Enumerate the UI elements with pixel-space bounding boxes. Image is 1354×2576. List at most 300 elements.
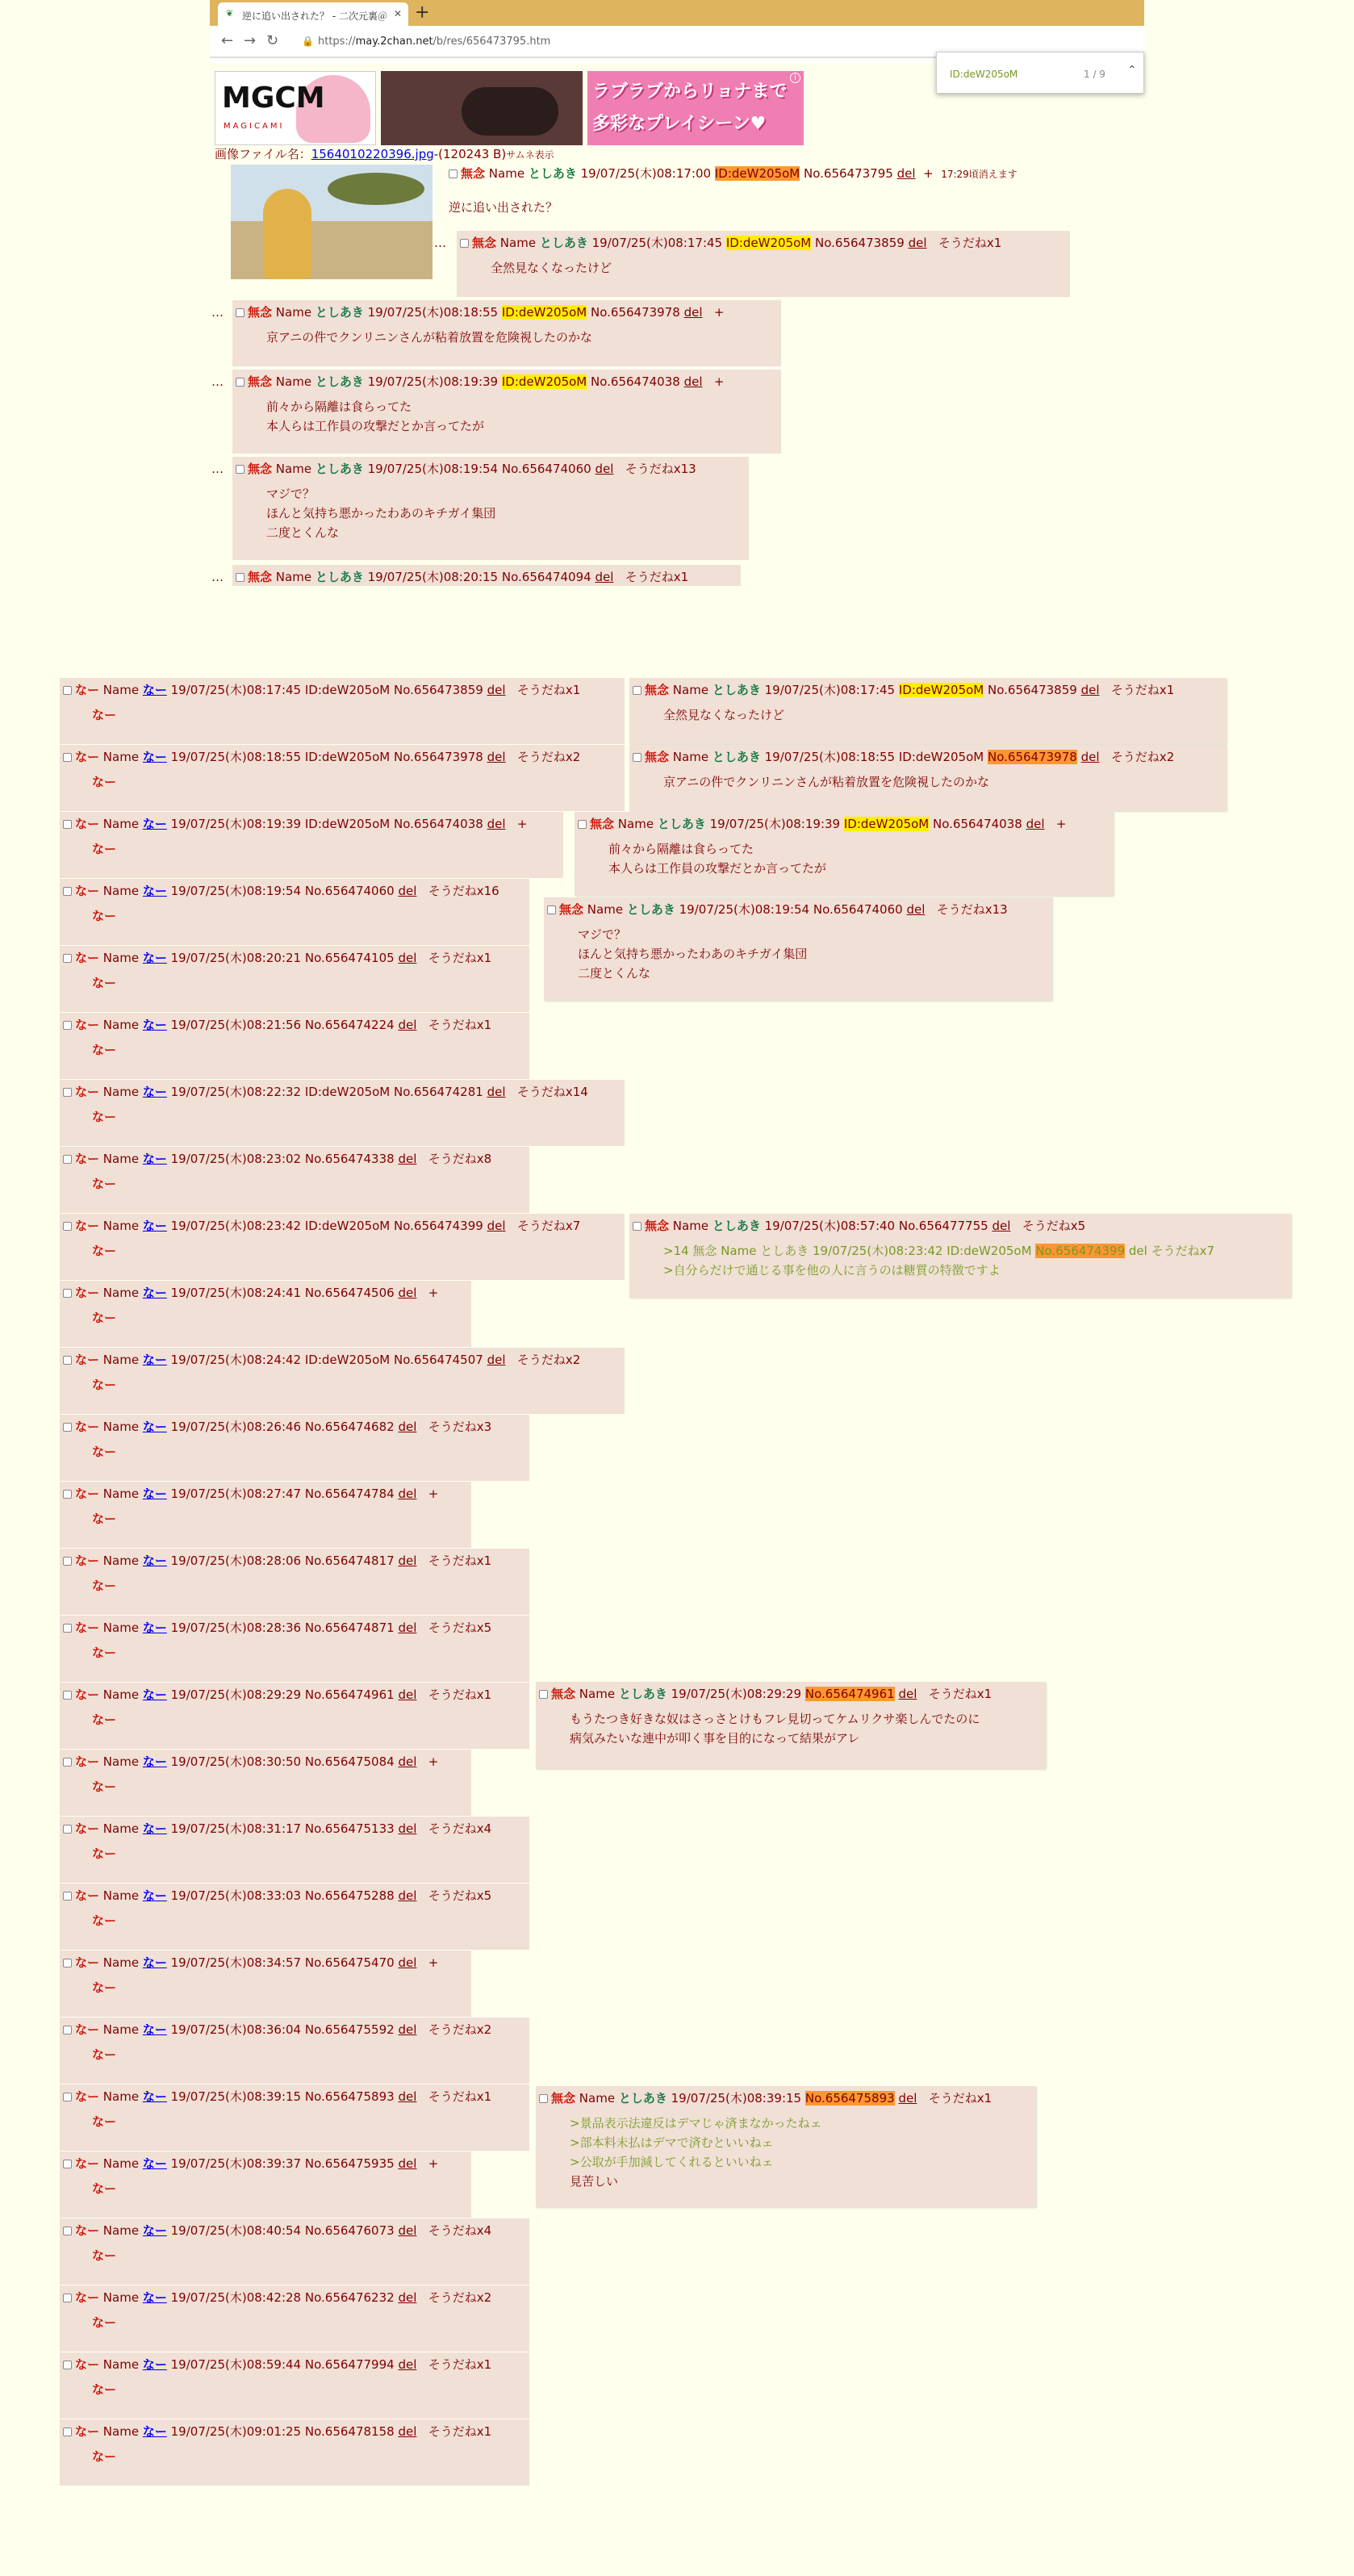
sodane-button[interactable]: そうだねx13 — [936, 902, 1008, 917]
del-link[interactable]: del — [398, 1687, 417, 1702]
del-link[interactable]: del — [898, 2091, 917, 2106]
quote-popup — [629, 678, 1227, 744]
post-no[interactable]: No.656473859 — [815, 236, 905, 250]
post-no[interactable]: No.656473978 — [394, 750, 483, 764]
banner-figure — [462, 87, 558, 136]
sodane-button[interactable]: そうだねx13 — [625, 462, 696, 476]
checkbox-icon[interactable] — [63, 1155, 72, 1164]
sodane-button[interactable]: そうだねx2 — [516, 750, 581, 764]
post-no[interactable]: No.656474038 — [394, 817, 483, 831]
sodane-button[interactable]: + — [516, 817, 528, 831]
post-header — [63, 817, 527, 831]
checkbox-icon[interactable] — [236, 378, 244, 387]
post-datetime: 19/07/25(木)08:28:06 — [170, 1554, 302, 1568]
del-link[interactable]: del — [398, 2156, 417, 2171]
sodane-button[interactable]: + — [923, 166, 934, 181]
poster-name: としあき — [539, 236, 588, 250]
post-no[interactable]: No.656474060 — [813, 902, 903, 917]
list-body: なー — [92, 1512, 117, 1526]
list-post — [60, 1482, 471, 1548]
del-link[interactable]: del — [595, 570, 614, 584]
poster-name[interactable]: なー — [142, 2290, 167, 2305]
sodane-button[interactable]: + — [428, 1487, 439, 1501]
post-no[interactable]: No.656477994 — [304, 2357, 395, 2372]
post-header — [63, 1754, 438, 1769]
reply-dots[interactable]: … — [211, 374, 224, 389]
post-datetime: 19/07/25(木)08:19:39 — [367, 374, 499, 389]
post-no[interactable]: No.656476232 — [304, 2290, 395, 2305]
name-label: Name — [102, 1219, 140, 1233]
sodane-button[interactable]: + — [428, 1955, 439, 1970]
popup-body-line: 前々から隔離は食らってた — [608, 842, 754, 856]
post-datetime: 19/07/25(木)08:19:39 — [170, 817, 302, 831]
poster-name[interactable]: なー — [142, 2156, 167, 2171]
quote-popup — [575, 812, 1114, 896]
checkbox-icon[interactable] — [236, 308, 244, 317]
sodane-button[interactable]: そうだねx1 — [928, 1687, 993, 1701]
del-link[interactable]: del — [487, 683, 506, 697]
poster-name[interactable]: なー — [142, 1955, 167, 1970]
name-label: Name — [102, 1018, 140, 1032]
post-no[interactable]: No.656475592 — [304, 2022, 395, 2037]
post-no[interactable]: No.656474060 — [304, 884, 395, 898]
sodane-button[interactable]: + — [1055, 817, 1067, 831]
checkbox-icon[interactable] — [63, 686, 72, 695]
post-header — [633, 683, 1174, 697]
del-link[interactable]: del — [487, 1353, 506, 1367]
checkbox-icon[interactable] — [578, 820, 587, 829]
post-no[interactable]: No.656474817 — [304, 1554, 395, 1568]
poster-name: としあき — [657, 817, 706, 831]
popup-body-line: もうたつき好きな奴はさっさとけもフレ見切ってケムリクサ楽しんでたのに — [570, 1712, 980, 1726]
list-body: なー — [92, 708, 117, 722]
thumb-toggle[interactable]: サムネ表示 — [506, 149, 554, 161]
del-link[interactable]: del — [398, 1620, 417, 1635]
post-subject: なー — [75, 2357, 100, 2372]
del-link[interactable]: del — [398, 1018, 417, 1032]
post-no[interactable]: No.656473978 — [988, 750, 1077, 764]
poster-name[interactable]: なー — [142, 1620, 167, 1635]
checkbox-icon[interactable] — [63, 1423, 72, 1432]
reply-dots[interactable]: … — [211, 570, 224, 584]
post-datetime: 19/07/25(木)08:59:44 — [170, 2357, 302, 2372]
checkbox-icon[interactable] — [449, 169, 458, 178]
sodane-button[interactable]: そうだねx1 — [928, 2091, 993, 2106]
del-link[interactable]: del — [398, 2022, 417, 2037]
sodane-button[interactable]: そうだねx8 — [428, 1152, 492, 1166]
post-subject: なー — [75, 1687, 100, 1702]
del-link[interactable]: del — [398, 2357, 417, 2372]
checkbox-icon[interactable] — [63, 2361, 72, 2369]
expire-text: 17:29頃消えます — [941, 169, 1018, 180]
post-no[interactable]: No.656473795 — [804, 166, 893, 181]
new-tab-icon[interactable]: + — [415, 2, 430, 23]
checkbox-icon[interactable] — [63, 954, 72, 963]
post-subject: 無念 — [461, 166, 486, 181]
post-datetime: 19/07/25(木)08:23:02 — [170, 1152, 302, 1166]
post-no[interactable]: No.656474961 — [804, 1687, 895, 1701]
tab-title: 逆に追い出された？ - 二次元裏＠ — [242, 10, 387, 22]
post-subject: 無念 — [645, 750, 670, 764]
del-link[interactable]: del — [398, 1754, 417, 1769]
list-body: なー — [92, 2047, 117, 2062]
post-header — [63, 1487, 438, 1501]
sodane-button[interactable]: そうだねx2 — [1110, 750, 1175, 764]
del-link[interactable]: del — [906, 902, 926, 917]
post-no[interactable]: No.656474060 — [501, 462, 591, 476]
find-input[interactable]: ID:deW205oM — [950, 69, 1018, 80]
list-post — [60, 2085, 529, 2151]
post-no[interactable]: No.656475470 — [304, 1955, 395, 1970]
checkbox-icon[interactable] — [460, 239, 469, 248]
del-link[interactable]: del — [487, 1085, 506, 1099]
list-body: なー — [92, 775, 117, 789]
poster-name[interactable]: なー — [142, 1219, 167, 1233]
sodane-button[interactable]: そうだねx1 — [428, 1018, 492, 1032]
poster-name[interactable]: なー — [142, 2424, 167, 2439]
file-link[interactable]: 1564010220396.jpg — [311, 147, 434, 161]
sodane-button[interactable]: + — [713, 374, 725, 389]
sodane-button[interactable]: そうだねx1 — [428, 2089, 492, 2104]
checkbox-icon[interactable] — [63, 1959, 72, 1968]
name-label: Name — [102, 951, 140, 965]
checkbox-icon[interactable] — [63, 753, 72, 762]
checkbox-icon[interactable] — [63, 1021, 72, 1030]
checkbox-icon[interactable] — [63, 1490, 72, 1499]
del-link[interactable]: del — [992, 1219, 1011, 1233]
del-link[interactable]: del — [487, 817, 506, 831]
post-no[interactable]: No.656474682 — [304, 1420, 395, 1434]
poster-name[interactable]: なー — [142, 1487, 167, 1501]
checkbox-icon[interactable] — [63, 1088, 72, 1097]
del-link[interactable]: del — [398, 2290, 417, 2305]
sodane-button[interactable]: そうだねx5 — [1022, 1219, 1086, 1233]
poster-name[interactable]: なー — [142, 683, 167, 697]
post-datetime: 19/07/25(木)08:34:57 — [170, 1955, 302, 1970]
chevron-up-icon[interactable]: ⌃ — [1127, 64, 1137, 77]
list-post — [60, 1013, 529, 1079]
post-datetime: 19/07/25(木)08:20:15 — [367, 570, 499, 584]
del-link[interactable]: del — [1080, 750, 1100, 764]
post-subject: なー — [75, 951, 100, 965]
post-no[interactable]: No.656474105 — [304, 951, 395, 965]
post-no[interactable]: No.656475084 — [304, 1754, 395, 1769]
post-no[interactable]: No.656474961 — [304, 1687, 395, 1702]
op-thumbnail[interactable] — [231, 165, 433, 279]
poster-name[interactable]: なー — [142, 2357, 167, 2372]
checkbox-icon[interactable] — [63, 2160, 72, 2168]
poster-name: としあき — [712, 1219, 761, 1233]
poster-name[interactable]: なー — [142, 1152, 167, 1166]
checkbox-icon[interactable] — [63, 2294, 72, 2302]
checkbox-icon[interactable] — [633, 1222, 641, 1231]
del-link[interactable]: del — [1026, 817, 1045, 831]
list-post — [60, 1683, 529, 1749]
sodane-button[interactable]: そうだねx7 — [516, 1219, 581, 1233]
browser-tab[interactable] — [218, 2, 408, 26]
list-body: なー — [92, 2248, 117, 2263]
quote-no[interactable]: No.656474399 — [1035, 1244, 1126, 1258]
sodane-button[interactable]: そうだねx2 — [428, 2290, 492, 2305]
sodane-button[interactable]: そうだねx1 — [1110, 683, 1175, 697]
del-link[interactable]: del — [1080, 683, 1100, 697]
reply-dots[interactable]: … — [434, 236, 446, 250]
sodane-button[interactable]: そうだねx5 — [428, 1888, 492, 1903]
poster-name[interactable]: なー — [142, 1353, 167, 1367]
post-subject: なー — [75, 1487, 100, 1501]
op-post — [449, 165, 1018, 215]
post-no[interactable]: No.656474038 — [591, 374, 680, 389]
lock-icon: 🔒 — [302, 36, 314, 47]
op-body: 逆に追い出された？ — [449, 200, 558, 215]
checkbox-icon[interactable] — [236, 465, 244, 474]
del-link[interactable]: del — [398, 2223, 417, 2238]
sodane-button[interactable]: そうだねx1 — [428, 2357, 492, 2372]
sodane-button[interactable]: そうだねx1 — [428, 1687, 492, 1702]
quote-popup — [629, 745, 1227, 811]
post-no[interactable]: No.656474281 — [394, 1085, 483, 1099]
post-no[interactable]: No.656475935 — [304, 2156, 395, 2171]
sodane-button[interactable]: + — [713, 305, 725, 320]
list-body: なー — [92, 1779, 117, 1794]
name-label: Name — [102, 2156, 140, 2171]
poster-name[interactable]: なー — [142, 2089, 167, 2104]
checkbox-icon[interactable] — [63, 2227, 72, 2235]
popup-body-line: 京アニの件でクンリニンさんが粘着放置を危険視したのかな — [663, 775, 989, 789]
del-link[interactable]: del — [898, 1687, 917, 1701]
del-link[interactable]: del — [398, 1955, 417, 1970]
poster-name[interactable]: なー — [142, 884, 167, 898]
checkbox-icon[interactable] — [63, 1624, 72, 1633]
post-no[interactable]: No.656474038 — [933, 817, 1022, 831]
post-header — [633, 1219, 1085, 1233]
del-link[interactable]: del — [487, 750, 506, 764]
checkbox-icon[interactable] — [63, 820, 72, 829]
sodane-button[interactable]: そうだねx5 — [428, 1620, 492, 1635]
sodane-button[interactable]: そうだねx14 — [516, 1085, 588, 1099]
post-subject: なー — [75, 1620, 100, 1635]
name-label: Name — [102, 1420, 140, 1434]
del-link[interactable]: del — [683, 374, 703, 389]
del-link[interactable]: del — [398, 884, 417, 898]
poster-name: としあき — [315, 462, 364, 476]
post-datetime: 19/07/25(木)08:29:29 — [671, 1687, 802, 1701]
post-no[interactable]: No.656474224 — [304, 1018, 395, 1032]
sodane-button[interactable]: そうだねx2 — [516, 1353, 581, 1367]
poster-name: としあき — [315, 305, 364, 320]
list-post — [60, 2152, 471, 2218]
sodane-button[interactable]: そうだねx1 — [428, 2424, 492, 2439]
list-body: なー — [92, 1244, 117, 1258]
poster-name[interactable]: なー — [142, 1888, 167, 1903]
post-no[interactable]: No.656475893 — [304, 2089, 395, 2104]
post-no[interactable]: No.656474094 — [501, 570, 591, 584]
poster-name[interactable]: なー — [142, 817, 167, 831]
poster-name[interactable]: なー — [142, 2022, 167, 2037]
close-icon[interactable]: ✕ — [393, 8, 402, 19]
address-bar[interactable] — [290, 31, 1138, 53]
post-subject: なー — [75, 2156, 100, 2171]
reply-dots[interactable]: … — [211, 305, 224, 320]
poster-name[interactable]: なー — [142, 1687, 167, 1702]
url-path: /b/res/656473795.htm — [433, 36, 551, 48]
post-datetime: 19/07/25(木)08:26:46 — [170, 1420, 302, 1434]
checkbox-icon[interactable] — [63, 2428, 72, 2436]
sodane-button[interactable]: そうだねx16 — [428, 884, 499, 898]
sodane-button[interactable]: そうだねx1 — [938, 236, 1002, 250]
banner-line2: 多彩なプレイシーン♥ — [592, 114, 767, 134]
del-link[interactable]: del — [398, 1888, 417, 1903]
reload-icon[interactable]: ↻ — [266, 32, 279, 49]
checkbox-icon[interactable] — [63, 887, 72, 896]
post-header — [578, 817, 1066, 831]
find-count: 1 / 9 — [1084, 69, 1105, 80]
sodane-button[interactable]: そうだねx1 — [625, 570, 689, 584]
del-link[interactable]: del — [398, 1152, 417, 1166]
checkbox-icon[interactable] — [63, 1892, 72, 1901]
post-header — [63, 1085, 588, 1099]
post-no[interactable]: No.656473859 — [988, 683, 1077, 697]
sodane-button[interactable]: そうだねx4 — [428, 2223, 492, 2238]
post-header — [63, 1888, 491, 1903]
checkbox-icon[interactable] — [63, 2093, 72, 2101]
del-link[interactable]: del — [908, 236, 927, 250]
post-no[interactable]: No.656476073 — [304, 2223, 395, 2238]
post-datetime: 19/07/25(木)08:57:40 — [764, 1219, 896, 1233]
post-no[interactable]: No.656474784 — [304, 1487, 395, 1501]
poster-name[interactable]: なー — [142, 1286, 167, 1300]
reply-body-line: 本人らは工作員の攻撃だとか言ってたが — [266, 419, 485, 433]
sodane-button[interactable]: + — [428, 1754, 439, 1769]
post-no[interactable]: No.656475288 — [304, 1888, 395, 1903]
post-subject: なー — [75, 1353, 100, 1367]
banner-logo — [215, 71, 376, 145]
post-no[interactable]: No.656474399 — [394, 1219, 483, 1233]
poster-name[interactable]: なー — [142, 1554, 167, 1568]
name-label: Name — [275, 462, 312, 476]
post-no[interactable]: No.656478158 — [304, 2424, 395, 2439]
poster-name[interactable]: なー — [142, 1754, 167, 1769]
post-no[interactable]: No.656474338 — [304, 1152, 395, 1166]
poster-name[interactable]: なー — [142, 1018, 167, 1032]
name-label: Name — [102, 750, 140, 764]
post-header — [539, 2091, 992, 2106]
back-icon[interactable]: ← — [221, 32, 234, 49]
forward-icon[interactable]: → — [244, 32, 257, 49]
del-link[interactable]: del — [595, 462, 614, 476]
info-icon[interactable]: i — [790, 73, 800, 83]
find-bar — [936, 52, 1144, 94]
sodane-button[interactable]: そうだねx4 — [428, 1821, 492, 1836]
post-datetime: 19/07/25(木)08:36:04 — [170, 2022, 302, 2037]
sodane-button[interactable]: + — [428, 1286, 439, 1300]
checkbox-icon[interactable] — [63, 2026, 72, 2034]
del-link[interactable]: del — [683, 305, 703, 320]
list-body: なー — [92, 2114, 117, 2129]
post-datetime: 19/07/25(木)08:17:45 — [170, 683, 302, 697]
quote-popup — [536, 2086, 1036, 2207]
checkbox-icon[interactable] — [63, 1691, 72, 1700]
sodane-button[interactable]: そうだねx2 — [428, 2022, 492, 2037]
post-header — [236, 374, 724, 389]
list-post — [60, 1348, 625, 1414]
del-link[interactable]: del — [896, 166, 916, 181]
checkbox-icon[interactable] — [63, 1758, 72, 1767]
list-body: なー — [92, 1110, 117, 1124]
post-no[interactable]: No.656475133 — [304, 1821, 395, 1836]
post-no[interactable]: No.656475893 — [804, 2091, 895, 2106]
checkbox-icon[interactable] — [63, 1289, 72, 1298]
post-header — [63, 1687, 491, 1702]
post-subject: なー — [75, 884, 100, 898]
poster-name[interactable]: なー — [142, 2223, 167, 2238]
post-no[interactable]: No.656474506 — [304, 1286, 395, 1300]
poster-name[interactable]: なー — [142, 750, 167, 764]
post-no[interactable]: No.656473978 — [591, 305, 680, 320]
checkbox-icon[interactable] — [63, 1557, 72, 1566]
reply-post — [457, 231, 1070, 297]
post-no[interactable]: No.656477755 — [898, 1219, 988, 1233]
quote-line: >自分らだけで通じる事を他の人に言うのは糖質の特徴ですよ — [663, 1263, 1001, 1278]
poster-name[interactable]: なー — [142, 1821, 167, 1836]
poster-name[interactable]: なー — [142, 1085, 167, 1099]
post-no[interactable]: No.656473859 — [394, 683, 483, 697]
checkbox-icon[interactable] — [633, 686, 641, 695]
checkbox-icon[interactable] — [63, 1222, 72, 1231]
banner-ad[interactable] — [215, 71, 804, 145]
name-label: Name — [102, 2022, 140, 2037]
checkbox-icon[interactable] — [633, 753, 641, 762]
sodane-button[interactable]: そうだねx1 — [516, 683, 581, 697]
post-no[interactable]: No.656474507 — [394, 1353, 483, 1367]
del-link[interactable]: del — [398, 1286, 417, 1300]
list-body: なー — [92, 1043, 117, 1057]
sodane-button[interactable]: そうだねx1 — [428, 1554, 492, 1568]
sodane-button[interactable]: + — [428, 2156, 439, 2171]
checkbox-icon[interactable] — [63, 1356, 72, 1365]
post-no[interactable]: No.656474871 — [304, 1620, 395, 1635]
del-link[interactable]: del — [398, 1487, 417, 1501]
del-link[interactable]: del — [398, 1821, 417, 1836]
del-link[interactable]: del — [398, 2089, 417, 2104]
post-subject: なー — [75, 817, 100, 831]
checkbox-icon[interactable] — [539, 1690, 548, 1699]
post-header — [539, 1687, 992, 1701]
del-link[interactable]: del — [398, 1420, 417, 1434]
name-label: Name — [102, 1085, 140, 1099]
url-prefix: https:// — [318, 36, 356, 48]
sodane-button[interactable]: そうだねx1 — [428, 951, 492, 965]
checkbox-icon[interactable] — [63, 1825, 72, 1834]
del-link[interactable]: del — [398, 2424, 417, 2439]
list-body: なー — [92, 1445, 117, 1459]
url-domain: may.2chan.net — [355, 36, 433, 48]
del-link[interactable]: del — [398, 951, 417, 965]
poster-name[interactable]: なー — [142, 1420, 167, 1434]
checkbox-icon[interactable] — [547, 905, 556, 914]
sodane-button[interactable]: そうだねx3 — [428, 1420, 492, 1434]
poster-name[interactable]: なー — [142, 951, 167, 965]
checkbox-icon[interactable] — [236, 573, 244, 582]
del-link[interactable]: del — [398, 1554, 417, 1568]
post-subject: なー — [75, 1018, 100, 1032]
post-subject: 無念 — [472, 236, 497, 250]
post-subject: なー — [75, 750, 100, 764]
reply-dots[interactable]: … — [211, 462, 224, 476]
list-body: なー — [92, 909, 117, 923]
checkbox-icon[interactable] — [539, 2094, 548, 2103]
del-link[interactable]: del — [487, 1219, 506, 1233]
